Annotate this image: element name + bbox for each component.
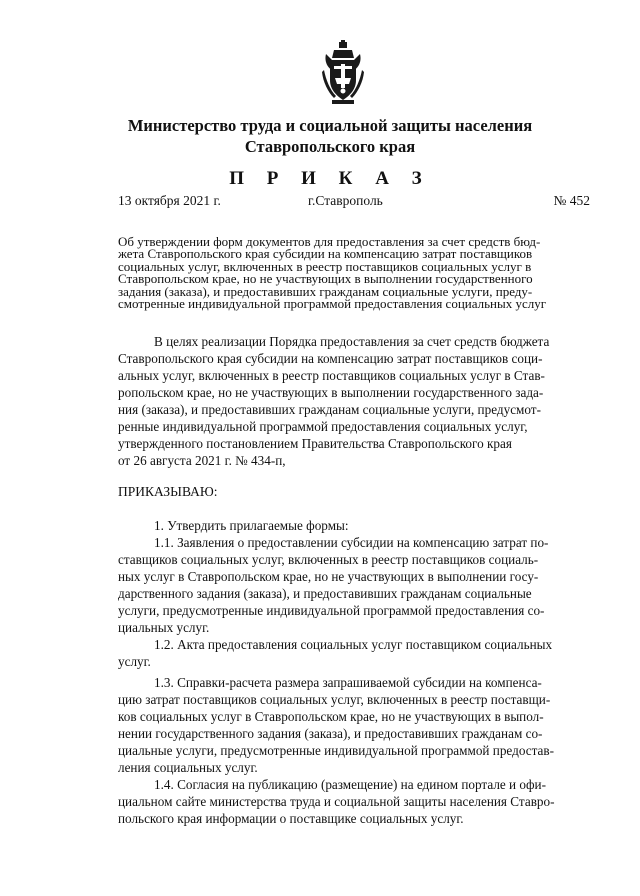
item-1-3-line: 1.3. Справки-расчета размера запрашиваемой субсидии на компенса- <box>154 675 542 690</box>
order-subject <box>118 236 592 310</box>
item-1-4-line: циальном сайте министерства труда и социальной защиты населения Ставро- <box>118 794 555 809</box>
subject-line: Об утверждении форм документов для предоставления за счет средств бюд- <box>118 234 541 249</box>
item-1-3-line: циальные услуги, предусмотренные индивидуальной программой предостав- <box>118 743 554 758</box>
preamble-line: Ставропольского края субсидии на компенсацию затрат поставщиков соци- <box>118 351 543 366</box>
item-1-1-line: услуги, предусмотренные индивидуальной программой предоставления со- <box>118 603 545 618</box>
coat-of-arms-icon <box>322 40 364 106</box>
item-1-3-line: ков социальных услуг в Ставропольском крае, но не участвующих в выпол- <box>118 709 544 724</box>
item-1: 1. Утвердить прилагаемые формы: <box>154 518 349 533</box>
item-1-3-line: нении государственного задания (заказа), и предоставивших гражданам со- <box>118 726 543 741</box>
preamble-line: ния (заказа), и предоставивших гражданам социальные услуги, предусмот- <box>118 402 541 417</box>
item-1-1-line: 1.1. Заявления о предоставлении субсидии на компенсацию затрат по- <box>154 535 549 550</box>
subject-line: смотренные индивидуальной программой предоставления социальных услуг <box>118 296 547 312</box>
item-1-1-line: ставщиков социальных услуг, включенных в реестр поставщиков социаль- <box>118 552 539 567</box>
item-1-1-line: циальных услуг. <box>118 620 210 635</box>
item-1-2-line: услуг. <box>118 654 151 669</box>
item-1-3-line: ления социальных услуг. <box>118 760 258 775</box>
preamble-line: утвержденного постановлением Правительства Ставропольского края <box>118 436 512 451</box>
subject-line: жета Ставропольского края субсидии на компенсацию затрат поставщиков <box>118 246 533 262</box>
preamble-line: В целях реализации Порядка предоставления за счет средств бюджета <box>154 334 550 349</box>
item-1-3-line: цию затрат поставщиков социальных услуг, включенных в реестр поставщи- <box>118 692 551 707</box>
order-items <box>118 517 592 827</box>
order-city: г.Ставрополь <box>308 193 383 208</box>
document-type-title: П Р И К А З <box>229 168 431 189</box>
item-1-4-line: польского края информации о поставщике социальных услуг. <box>118 811 464 826</box>
order-date: 13 октября 2021 г. <box>118 193 221 208</box>
order-directive-word: ПРИКАЗЫВАЮ: <box>118 484 218 499</box>
ministry-line-2: Ставропольского края <box>244 137 416 156</box>
subject-line: социальных услуг, включенных в реестр поставщиков социальных услуг в <box>118 258 532 274</box>
ministry-line-1: Министерство труда и социальной защиты населения <box>127 116 533 135</box>
preamble-line: альных услуг, включенных в реестр поставщиков социальных услуг в Став- <box>118 368 545 383</box>
preamble-line: от 26 августа 2021 г. № 434-п, <box>118 453 286 468</box>
preamble-line: ропольском крае, но не участвующих в выполнении государственного зада- <box>118 385 544 400</box>
preamble-paragraph <box>118 333 592 469</box>
item-1-4-line: 1.4. Согласия на публикацию (размещение) на едином портале и офи- <box>154 777 546 792</box>
item-1-1-line: дарственного задания (заказа), и предоставивших гражданам социальные <box>118 586 532 601</box>
item-1-2-line: 1.2. Акта предоставления социальных услуг поставщиком социальных <box>154 637 553 652</box>
item-1-1-line: ных услуг в Ставропольском крае, но не участвующих в выполнении госу- <box>118 569 539 584</box>
preamble-line: ренные индивидуальной программой предоставления социальных услуг, <box>118 419 528 434</box>
order-number: № 452 <box>553 193 590 208</box>
subject-line: задания (заказа), и предоставивших гражданам социальные услуги, преду- <box>118 283 533 299</box>
subject-line: Ставропольском крае, но не участвующих в выполнении государственного <box>118 271 533 287</box>
ministry-heading <box>60 115 600 157</box>
